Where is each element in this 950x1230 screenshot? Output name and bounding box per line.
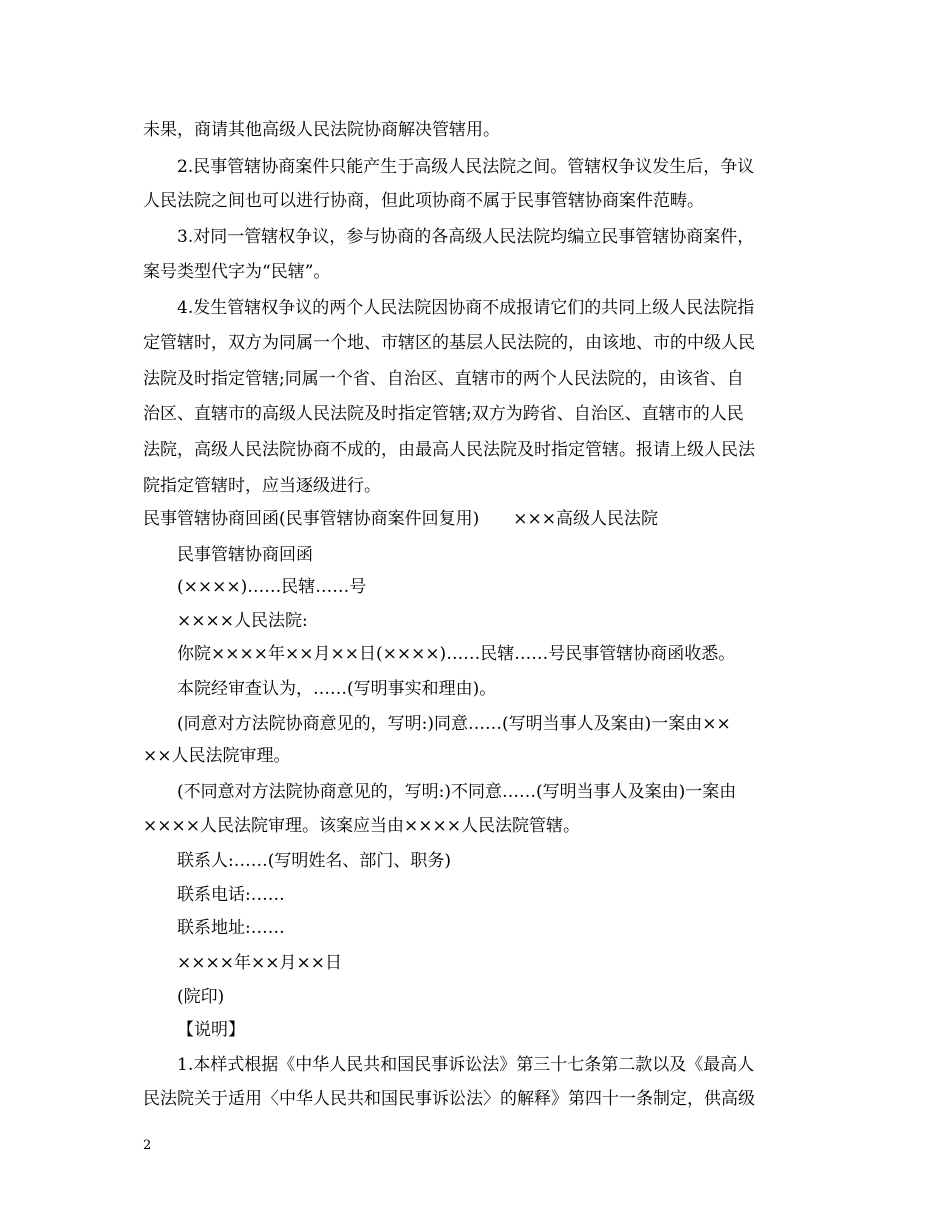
text-line: 民法院关于适用〈中华人民共和国民事诉讼法〉的解释》第四十一条制定，供高级 [143,1089,755,1109]
text-line: 4.发生管辖权争议的两个人民法院因协商不成报请它们的共同上级人民法院指 [177,298,755,318]
notes-heading: 【说明】 [177,1020,245,1040]
contact-person: 联系人:……(写明姓名、部门、职务) [177,851,451,871]
seal-note: (院印) [177,987,225,1007]
text-line: 法院及时指定管辖;同属一个省、自治区、直辖市的两个人民法院的，由该省、自 [143,369,744,389]
text-line: 法院，高级人民法院协商不成的，由最高人民法院及时指定管辖。报请上级人民法 [143,440,755,460]
text-line: 治区、直辖市的高级人民法院及时指定管辖;双方为跨省、自治区、直辖市的人民 [143,404,744,424]
text-line: 2.民事管辖协商案件只能产生于高级人民法院之间。管辖权争议发生后，争议 [177,157,755,177]
text-line: 案号类型代字为“民辖”。 [143,262,331,282]
text-line: 本院经审查认为，……(写明事实和理由)。 [177,679,497,699]
text-line: 3.对同一管辖权争议，参与协商的各高级人民法院均编立民事管辖协商案件， [177,227,755,247]
text-line: 定管辖时，双方为同属一个地、市辖区的基层人民法院的，由该地、市的中级人民 [143,333,755,353]
text-line: 未果，商请其他高级人民法院协商解决管辖用。 [143,120,500,140]
text-line: 人民法院之间也可以进行协商，但此项协商不属于民事管辖协商案件范畴。 [143,191,704,211]
text-line: (同意对方法院协商意见的，写明:)同意……(写明当事人及案由)一案由×× [177,714,731,734]
contact-phone: 联系电话:…… [177,885,285,905]
template-heading: 民事管辖协商回函(民事管辖协商案件回复用) ×××高级人民法院 [143,509,658,529]
page-number: 2 [143,1138,152,1153]
text-line: ××人民法院审理。 [143,746,291,766]
contact-address: 联系地址:…… [177,918,285,938]
text-line: 民事管辖协商回函 [177,545,313,565]
date-line: ××××年××月××日 [177,953,342,973]
text-line: (不同意对方法院协商意见的，写明:)不同意……(写明当事人及案由)一案由 [177,782,737,802]
text-line: 你院××××年××月××日(××××)……民辖……号民事管辖协商函收悉。 [177,644,736,664]
text-line: 1.本样式根据《中华人民共和国民事诉讼法》第三十七条第二款以及《最高人 [177,1055,755,1075]
text-line: ××××人民法院审理。该案应当由××××人民法院管辖。 [143,816,580,836]
case-number: (××××)……民辖……号 [177,577,367,597]
text-line: 院指定管辖时，应当逐级进行。 [143,476,381,496]
addressee: ××××人民法院: [177,611,308,631]
